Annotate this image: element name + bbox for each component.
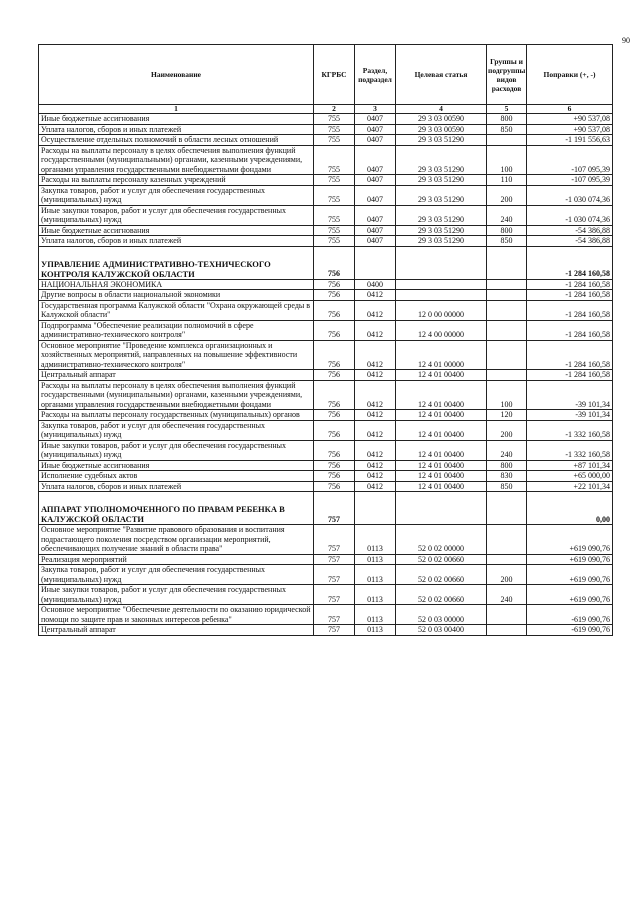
row-amount: -1 332 160,58 — [527, 420, 613, 440]
table-row — [39, 340, 613, 370]
table-row — [39, 124, 613, 135]
row-group: 120 — [487, 410, 527, 421]
row-kgrbs: 755 — [314, 236, 355, 247]
row-target: 29 3 03 51290 — [396, 175, 487, 186]
table-row — [39, 236, 613, 247]
row-target: 52 0 03 00400 — [396, 625, 487, 636]
row-target: 29 3 03 51290 — [396, 185, 487, 205]
table-row — [39, 114, 613, 125]
table-row — [39, 225, 613, 236]
index-cell: 1 — [39, 105, 314, 114]
row-name: Исполнение судебных актов — [39, 471, 314, 482]
row-section: 0407 — [355, 236, 396, 247]
header-kgrbs: КГРБС — [314, 45, 355, 105]
table-row — [39, 205, 613, 225]
row-section: 0412 — [355, 471, 396, 482]
row-target: 12 4 01 00400 — [396, 471, 487, 482]
row-kgrbs: 756 — [314, 380, 355, 410]
row-section: 0400 — [355, 279, 396, 290]
row-section: 0412 — [355, 370, 396, 381]
row-amount: -1 030 074,36 — [527, 205, 613, 225]
row-target: 12 0 00 00000 — [396, 300, 487, 320]
row-name: Иные закупки товаров, работ и услуг для обеспечения государственных (муниципальных) нужд — [39, 205, 314, 225]
row-section: 0407 — [355, 175, 396, 186]
table-row — [39, 320, 613, 340]
row-amount: -619 090,76 — [527, 605, 613, 625]
row-name: Уплата налогов, сборов и иных платежей — [39, 124, 314, 135]
organization-row — [39, 492, 613, 525]
row-group — [487, 135, 527, 146]
index-cell: 5 — [487, 105, 527, 114]
row-name: Расходы на выплаты персоналу казенных учреждений — [39, 175, 314, 186]
table-row — [39, 471, 613, 482]
page-number: 90 — [622, 36, 630, 45]
row-kgrbs: 755 — [314, 124, 355, 135]
row-target: 12 4 01 00400 — [396, 370, 487, 381]
index-cell: 6 — [527, 105, 613, 114]
row-name: Реализация мероприятий — [39, 554, 314, 565]
row-amount: +619 090,76 — [527, 585, 613, 605]
row-name: Иные закупки товаров, работ и услуг для обеспечения государственных (муниципальных) нужд — [39, 440, 314, 460]
row-target: 12 4 01 00400 — [396, 380, 487, 410]
row-group: 200 — [487, 420, 527, 440]
row-name: Иные закупки товаров, работ и услуг для обеспечения государственных (муниципальных) нужд — [39, 585, 314, 605]
index-cell: 3 — [355, 105, 396, 114]
table-row — [39, 625, 613, 636]
row-group: 850 — [487, 124, 527, 135]
row-amount: +90 537,08 — [527, 124, 613, 135]
row-kgrbs: 756 — [314, 420, 355, 440]
row-kgrbs: 755 — [314, 175, 355, 186]
row-kgrbs: 757 — [314, 492, 355, 525]
table-row — [39, 460, 613, 471]
row-kgrbs: 755 — [314, 135, 355, 146]
row-amount: -107 095,39 — [527, 145, 613, 175]
row-amount: -54 386,88 — [527, 236, 613, 247]
row-amount: -1 030 074,36 — [527, 185, 613, 205]
row-amount: -107 095,39 — [527, 175, 613, 186]
row-amount: -39 101,34 — [527, 410, 613, 421]
row-target: 29 3 03 51290 — [396, 205, 487, 225]
row-section: 0412 — [355, 380, 396, 410]
row-kgrbs: 756 — [314, 370, 355, 381]
row-target: 29 3 03 51290 — [396, 236, 487, 247]
table-row — [39, 410, 613, 421]
row-kgrbs: 756 — [314, 440, 355, 460]
row-target: 29 3 03 51290 — [396, 225, 487, 236]
row-name: Центральный аппарат — [39, 625, 314, 636]
row-section: 0412 — [355, 460, 396, 471]
row-section — [355, 246, 396, 279]
row-name: Закупка товаров, работ и услуг для обеспечения государственных (муниципальных) нужд — [39, 185, 314, 205]
table-row — [39, 290, 613, 301]
row-target: 52 0 03 00000 — [396, 605, 487, 625]
row-name: Уплата налогов, сборов и иных платежей — [39, 481, 314, 492]
table-row — [39, 440, 613, 460]
row-kgrbs: 757 — [314, 554, 355, 565]
row-target: 52 0 02 00660 — [396, 585, 487, 605]
row-section: 0407 — [355, 225, 396, 236]
row-kgrbs: 756 — [314, 279, 355, 290]
row-target: 29 3 03 51290 — [396, 145, 487, 175]
row-name: Центральный аппарат — [39, 370, 314, 381]
row-group — [487, 492, 527, 525]
row-section: 0113 — [355, 525, 396, 555]
row-section: 0412 — [355, 410, 396, 421]
row-section: 0407 — [355, 124, 396, 135]
table-row — [39, 279, 613, 290]
row-name: Основное мероприятие "Проведение комплекса организационных и хозяйственных мероприятий, направленных на повышение эффективности административно-технического контроля" — [39, 340, 314, 370]
row-kgrbs: 755 — [314, 225, 355, 236]
row-group: 850 — [487, 481, 527, 492]
header-amendments: Поправки (+, -) — [527, 45, 613, 105]
row-group: 800 — [487, 460, 527, 471]
table-row — [39, 370, 613, 381]
row-group — [487, 625, 527, 636]
index-cell: 2 — [314, 105, 355, 114]
row-section: 0113 — [355, 585, 396, 605]
row-amount: +65 000,00 — [527, 471, 613, 482]
row-amount: +22 101,34 — [527, 481, 613, 492]
row-kgrbs: 756 — [314, 320, 355, 340]
row-group: 240 — [487, 440, 527, 460]
row-section: 0407 — [355, 145, 396, 175]
row-section: 0412 — [355, 320, 396, 340]
row-name: Расходы на выплаты персоналу в целях обеспечения выполнения функций государственными (муниципальными) органами, казенными учреждениями, органами управления государственными внебюджетными фондами — [39, 145, 314, 175]
row-amount: +90 537,08 — [527, 114, 613, 125]
row-name: Расходы на выплаты персоналу государственных (муниципальных) органов — [39, 410, 314, 421]
row-kgrbs: 756 — [314, 290, 355, 301]
row-section: 0412 — [355, 481, 396, 492]
table-row — [39, 145, 613, 175]
index-cell: 4 — [396, 105, 487, 114]
table-row — [39, 481, 613, 492]
header-name: Наименование — [39, 45, 314, 105]
row-kgrbs: 757 — [314, 625, 355, 636]
row-group: 240 — [487, 585, 527, 605]
row-name: Государственная программа Калужской области "Охрана окружающей среды в Калужской области" — [39, 300, 314, 320]
row-group: 200 — [487, 185, 527, 205]
row-amount: -1 332 160,58 — [527, 440, 613, 460]
row-amount: -1 284 160,58 — [527, 300, 613, 320]
row-amount: +619 090,76 — [527, 565, 613, 585]
organization-row — [39, 246, 613, 279]
row-group: 830 — [487, 471, 527, 482]
table-row — [39, 175, 613, 186]
row-section: 0412 — [355, 300, 396, 320]
row-target: 12 4 01 00400 — [396, 420, 487, 440]
row-amount: -54 386,88 — [527, 225, 613, 236]
row-name: Подпрограмма "Обеспечение реализации полномочий в сфере административно-технического контроля" — [39, 320, 314, 340]
row-kgrbs: 757 — [314, 525, 355, 555]
row-kgrbs: 756 — [314, 481, 355, 492]
row-group: 200 — [487, 565, 527, 585]
row-name: Другие вопросы в области национальной экономики — [39, 290, 314, 301]
row-name: УПРАВЛЕНИЕ АДМИНИСТРАТИВНО-ТЕХНИЧЕСКОГО КОНТРОЛЯ КАЛУЖСКОЙ ОБЛАСТИ — [39, 246, 314, 279]
row-group — [487, 525, 527, 555]
row-section: 0412 — [355, 440, 396, 460]
row-group: 240 — [487, 205, 527, 225]
row-kgrbs: 756 — [314, 340, 355, 370]
row-name: Иные бюджетные ассигнования — [39, 225, 314, 236]
row-section: 0412 — [355, 340, 396, 370]
row-group — [487, 370, 527, 381]
row-amount: +619 090,76 — [527, 525, 613, 555]
table-row — [39, 565, 613, 585]
header-section: Раздел, подраздел — [355, 45, 396, 105]
table-row — [39, 185, 613, 205]
row-group — [487, 246, 527, 279]
row-name: Закупка товаров, работ и услуг для обеспечения государственных (муниципальных) нужд — [39, 565, 314, 585]
row-group — [487, 300, 527, 320]
row-kgrbs: 756 — [314, 300, 355, 320]
row-kgrbs: 755 — [314, 145, 355, 175]
row-group — [487, 340, 527, 370]
row-name: Иные бюджетные ассигнования — [39, 114, 314, 125]
column-index-row — [39, 105, 613, 114]
row-group: 850 — [487, 236, 527, 247]
row-section: 0113 — [355, 605, 396, 625]
row-section: 0407 — [355, 205, 396, 225]
row-group: 100 — [487, 380, 527, 410]
row-kgrbs: 756 — [314, 410, 355, 421]
row-target — [396, 246, 487, 279]
row-name: Основное мероприятие "Развитие правового образования и воспитания подрастающего поколения посредством организации мероприятий, обеспечивающих получение знаний в области права" — [39, 525, 314, 555]
row-kgrbs: 756 — [314, 471, 355, 482]
row-kgrbs: 756 — [314, 460, 355, 471]
row-group: 100 — [487, 145, 527, 175]
row-target: 12 4 01 00400 — [396, 481, 487, 492]
row-name: НАЦИОНАЛЬНАЯ ЭКОНОМИКА — [39, 279, 314, 290]
row-name: Основное мероприятие "Обеспечение деятельности по оказанию юридической помощи по защите прав и законных интересов ребенка" — [39, 605, 314, 625]
row-target: 12 4 00 00000 — [396, 320, 487, 340]
row-group — [487, 320, 527, 340]
row-amount: -1 284 160,58 — [527, 370, 613, 381]
row-kgrbs: 757 — [314, 605, 355, 625]
row-name: Уплата налогов, сборов и иных платежей — [39, 236, 314, 247]
row-amount: -1 284 160,58 — [527, 340, 613, 370]
row-target: 52 0 02 00660 — [396, 565, 487, 585]
header-groups: Группы и подгруппы видов расходов — [487, 45, 527, 105]
row-group: 800 — [487, 114, 527, 125]
row-kgrbs: 756 — [314, 246, 355, 279]
row-section: 0113 — [355, 625, 396, 636]
row-target: 12 4 01 00400 — [396, 410, 487, 421]
row-kgrbs: 757 — [314, 565, 355, 585]
row-target: 12 4 01 00400 — [396, 460, 487, 471]
row-target: 12 4 01 00000 — [396, 340, 487, 370]
row-section: 0412 — [355, 290, 396, 301]
row-section: 0113 — [355, 554, 396, 565]
table-row — [39, 585, 613, 605]
row-amount: -619 090,76 — [527, 625, 613, 636]
row-amount: +87 101,34 — [527, 460, 613, 471]
row-amount: -39 101,34 — [527, 380, 613, 410]
row-group — [487, 279, 527, 290]
row-group — [487, 605, 527, 625]
table-row — [39, 135, 613, 146]
row-kgrbs: 755 — [314, 114, 355, 125]
row-section: 0407 — [355, 114, 396, 125]
row-amount: -1 191 556,63 — [527, 135, 613, 146]
row-kgrbs: 755 — [314, 205, 355, 225]
row-name: Иные бюджетные ассигнования — [39, 460, 314, 471]
row-target: 29 3 03 00590 — [396, 114, 487, 125]
header-target: Целевая статья — [396, 45, 487, 105]
row-section — [355, 492, 396, 525]
row-group: 110 — [487, 175, 527, 186]
row-name: Расходы на выплаты персоналу в целях обеспечения выполнения функций государственными (муниципальными) органами, казенными учреждениями, органами управления государственными внебюджетными фондами — [39, 380, 314, 410]
table-row — [39, 420, 613, 440]
row-name: Закупка товаров, работ и услуг для обеспечения государственных (муниципальных) нужд — [39, 420, 314, 440]
row-group — [487, 290, 527, 301]
row-target — [396, 279, 487, 290]
row-amount: +619 090,76 — [527, 554, 613, 565]
row-name: АППАРАТ УПОЛНОМОЧЕННОГО ПО ПРАВАМ РЕБЕНКА В КАЛУЖСКОЙ ОБЛАСТИ — [39, 492, 314, 525]
row-amount: -1 284 160,58 — [527, 290, 613, 301]
row-group — [487, 554, 527, 565]
row-section: 0407 — [355, 135, 396, 146]
table-row — [39, 525, 613, 555]
row-target: 29 3 03 00590 — [396, 124, 487, 135]
row-amount: -1 284 160,58 — [527, 279, 613, 290]
row-target: 52 0 02 00660 — [396, 554, 487, 565]
row-section: 0412 — [355, 420, 396, 440]
row-kgrbs: 755 — [314, 185, 355, 205]
row-section: 0113 — [355, 565, 396, 585]
table-row — [39, 300, 613, 320]
row-amount: -1 284 160,58 — [527, 320, 613, 340]
table-row — [39, 380, 613, 410]
row-target: 52 0 02 00000 — [396, 525, 487, 555]
row-section: 0407 — [355, 185, 396, 205]
budget-amendments-table — [38, 44, 613, 636]
row-name: Осуществление отдельных полномочий в области лесных отношений — [39, 135, 314, 146]
row-target — [396, 492, 487, 525]
row-group: 800 — [487, 225, 527, 236]
row-amount: -1 284 160,58 — [527, 246, 613, 279]
row-kgrbs: 757 — [314, 585, 355, 605]
table-row — [39, 554, 613, 565]
table-row — [39, 605, 613, 625]
row-target: 29 3 03 51290 — [396, 135, 487, 146]
row-target — [396, 290, 487, 301]
row-amount: 0,00 — [527, 492, 613, 525]
table-header-row — [39, 45, 613, 105]
row-target: 12 4 01 00400 — [396, 440, 487, 460]
